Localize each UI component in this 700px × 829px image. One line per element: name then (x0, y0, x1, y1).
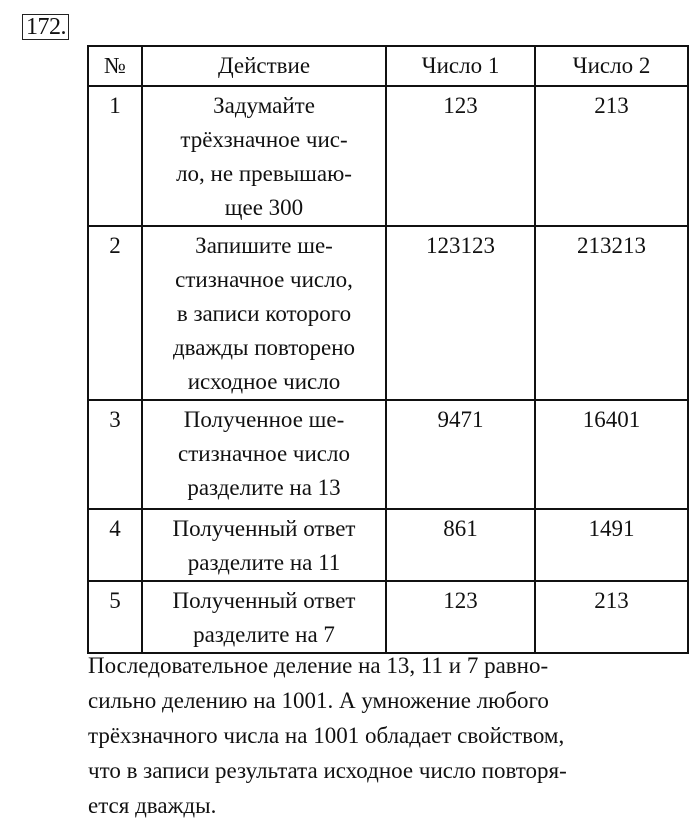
action-line: исходное число (187, 369, 341, 394)
header-number-2: Число 2 (535, 46, 688, 86)
row-action (142, 400, 386, 509)
action-line: трёхзначное чис- (180, 127, 348, 152)
action-line: ло, не превышаю- (176, 161, 352, 186)
row-number: 4 (88, 509, 142, 581)
row-number: 1 (88, 86, 142, 226)
row-number: 5 (88, 581, 142, 653)
explanation-line: что в записи результата исходное число повторя- (88, 758, 567, 783)
row-action (142, 226, 386, 400)
header-number: № (88, 46, 142, 86)
steps-table (87, 45, 689, 654)
table-row (88, 581, 688, 653)
action-line: разделите на 7 (193, 622, 335, 647)
action-line: Полученный ответ (172, 516, 356, 541)
action-line: щее 300 (224, 195, 304, 220)
explanation-line: ется дважды. (88, 793, 217, 818)
row-action (142, 86, 386, 226)
row-number-1: 861 (386, 509, 535, 581)
row-number: 2 (88, 226, 142, 400)
action-line: дважды повторено (172, 335, 356, 360)
action-line: Запишите ше- (195, 233, 333, 258)
row-number-2: 213 (535, 86, 688, 226)
action-line: Полученный ответ (172, 588, 356, 613)
explanation-paragraph (88, 648, 693, 823)
row-number-1: 123 (386, 581, 535, 653)
action-line: разделите на 11 (187, 550, 341, 575)
row-action (142, 509, 386, 581)
row-number-2: 1491 (535, 509, 688, 581)
table-row (88, 86, 688, 226)
table-row (88, 400, 688, 509)
action-line: в записи которого (176, 301, 352, 326)
header-number-1: Число 1 (386, 46, 535, 86)
explanation-line: сильно делению на 1001. А умножение любого (88, 688, 549, 713)
row-number-1: 123123 (386, 226, 535, 400)
row-number-1: 9471 (386, 400, 535, 509)
action-line: Задумайте (213, 93, 315, 118)
row-number-2: 213213 (535, 226, 688, 400)
explanation-line: трёхзначного числа на 1001 обладает свойством, (88, 723, 565, 748)
table-row (88, 509, 688, 581)
action-line: стизначное число, (175, 267, 353, 292)
table-header-row (88, 46, 688, 86)
action-line: Полученное ше- (183, 407, 345, 432)
action-line: разделите на 13 (187, 475, 341, 500)
problem-number: 172. (22, 14, 69, 40)
row-action (142, 581, 386, 653)
action-line: стизначное число (178, 441, 350, 466)
row-number-2: 16401 (535, 400, 688, 509)
row-number-1: 123 (386, 86, 535, 226)
explanation-line: Последовательное деление на 13, 11 и 7 равно- (88, 653, 549, 678)
header-action: Действие (142, 46, 386, 86)
row-number-2: 213 (535, 581, 688, 653)
row-number: 3 (88, 400, 142, 509)
table-row (88, 226, 688, 400)
